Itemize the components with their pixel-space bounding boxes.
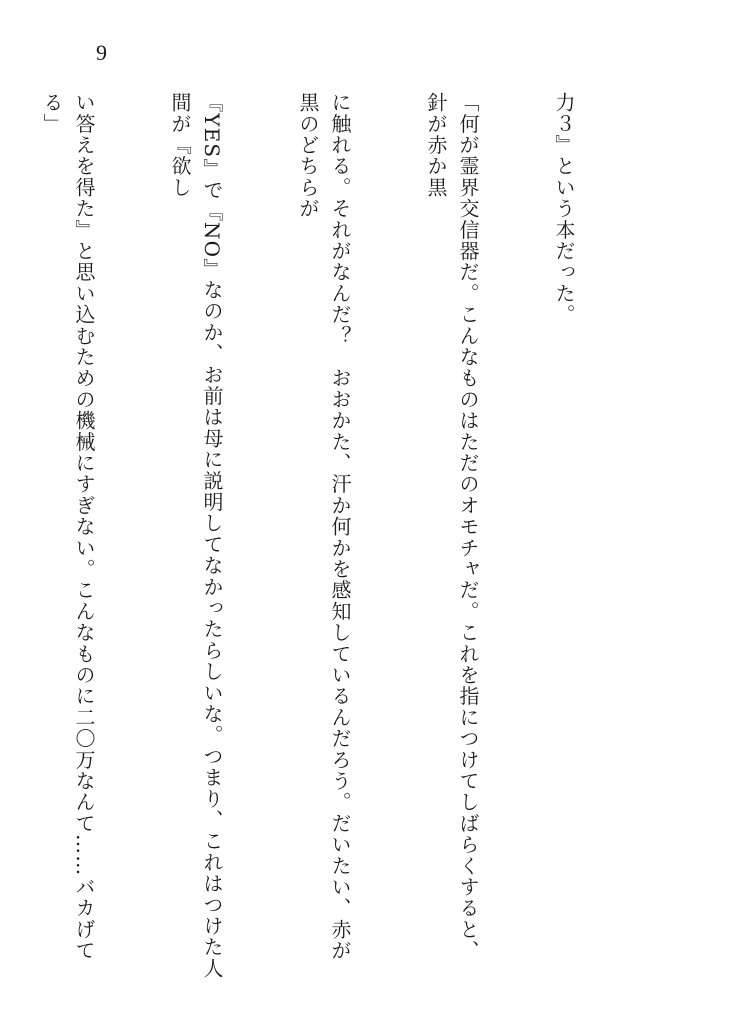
text-line: に触れる。それがなんだ？ おおかた、汗か何かを感知しているんだろう。だいたい、赤が黒のどちらが bbox=[296, 92, 352, 962]
text-line: 力３』という本だった。 bbox=[552, 92, 576, 326]
text-line: 『YES』で『NO』なのか、お前は母に説明してなかったらしいな。つまり、これはつけた人間が『欲し bbox=[168, 92, 224, 980]
text-line: 「何が霊界交信器だ。こんなものはただのオモチャだ。これを指につけてしばらくすると、針が赤か黒 bbox=[424, 92, 480, 962]
page-number: 9 bbox=[96, 40, 107, 65]
text-line: い答えを得た』と思い込むための機械にすぎない。こんなものに二〇万なんて……バカげてる」 bbox=[40, 92, 96, 962]
body-text bbox=[40, 92, 644, 982]
